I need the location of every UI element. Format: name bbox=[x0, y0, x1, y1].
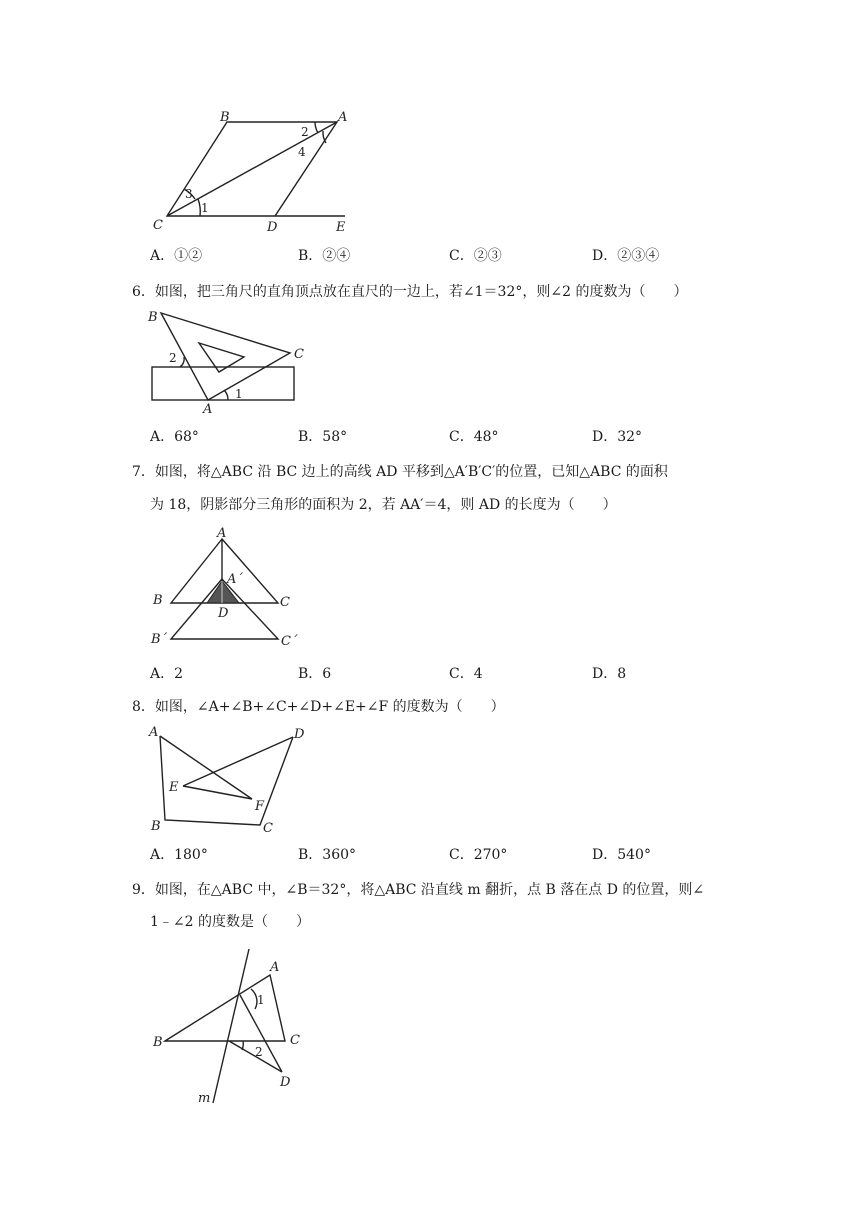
q8-option-c[interactable]: C．270° bbox=[449, 847, 508, 863]
q5-label-1: 1 bbox=[201, 201, 209, 215]
q8-line-de bbox=[183, 737, 293, 786]
q8-label-b: B bbox=[151, 819, 161, 834]
q7-label-d: D bbox=[218, 606, 229, 621]
q5-label-b: B bbox=[220, 110, 230, 125]
q6-option-a[interactable]: A．68° bbox=[150, 429, 199, 445]
q6-angle1-arc bbox=[224, 390, 228, 400]
q8-label-f: F bbox=[255, 799, 265, 814]
q6-option-c[interactable]: C．48° bbox=[449, 429, 499, 445]
q6-label-a: A bbox=[203, 402, 213, 417]
q7-label-a: A bbox=[217, 526, 227, 541]
q5-label-4: 4 bbox=[298, 145, 306, 159]
q9-label-m: m bbox=[198, 1091, 211, 1106]
q6-label-2: 2 bbox=[169, 351, 177, 365]
q7-label-b: B bbox=[153, 593, 163, 608]
q5-label-3: 3 bbox=[185, 187, 193, 201]
q7-figure bbox=[145, 525, 315, 655]
q7-stem-line1: 7．如图，将△ABC 沿 BC 边上的高线 AD 平移到△A′B′C′的位置，已知△ABC 的面积 bbox=[132, 464, 668, 480]
q8-label-d: D bbox=[294, 727, 305, 742]
q5-label-e: E bbox=[336, 220, 346, 235]
q6-stem: 6．如图，把三角尺的直角顶点放在直尺的一边上，若∠1＝32°，则∠2 的度数为（ ） bbox=[132, 284, 688, 300]
q6-label-b: B bbox=[148, 310, 158, 325]
q6-triangle-outer bbox=[161, 313, 290, 400]
q7-label-b2: B´ bbox=[151, 632, 168, 647]
q5-label-a: A bbox=[338, 110, 348, 125]
q6-angle2-arc bbox=[180, 357, 184, 367]
q7-label-c2: C´ bbox=[281, 634, 298, 649]
q5-diagonal-ca bbox=[167, 122, 337, 216]
q8-stem: 8．如图，∠A+∠B+∠C+∠D+∠E+∠F 的度数为（ ） bbox=[132, 699, 505, 715]
q9-label-d: D bbox=[280, 1075, 291, 1090]
q5-option-c[interactable]: C．②③ bbox=[449, 248, 502, 264]
q9-stem-line2: 1﹣∠2 的度数是（ ） bbox=[150, 914, 310, 930]
q7-option-d[interactable]: D．8 bbox=[592, 666, 627, 682]
q9-label-2: 2 bbox=[255, 1045, 263, 1059]
q5-option-d[interactable]: D．②③④ bbox=[592, 248, 660, 264]
q6-option-b[interactable]: B．58° bbox=[298, 429, 348, 445]
q5-label-2: 2 bbox=[301, 125, 309, 139]
q9-label-b: B bbox=[153, 1035, 163, 1050]
q9-label-a: A bbox=[270, 960, 280, 975]
q9-angle2-arc bbox=[242, 1041, 243, 1050]
q9-label-1: 1 bbox=[257, 993, 265, 1007]
q5-label-c: C bbox=[153, 218, 163, 233]
q5-label-d: D bbox=[267, 220, 278, 235]
q7-option-a[interactable]: A．2 bbox=[150, 666, 184, 682]
q7-label-c: C bbox=[280, 595, 290, 610]
q8-label-e: E bbox=[169, 780, 179, 795]
q6-label-1: 1 bbox=[235, 387, 243, 401]
q9-triangle-abc bbox=[165, 975, 285, 1041]
q5-option-b[interactable]: B．②④ bbox=[298, 248, 351, 264]
q7-option-b[interactable]: B．6 bbox=[298, 666, 332, 682]
q6-option-d[interactable]: D．32° bbox=[592, 429, 643, 445]
q9-stem-line1: 9．如图，在△ABC 中，∠B＝32°，将△ABC 沿直线 m 翻折，点 B 落在点 D 的位置，则∠ bbox=[132, 882, 705, 898]
q6-figure bbox=[140, 305, 320, 420]
q8-option-b[interactable]: B．360° bbox=[298, 847, 357, 863]
q9-fold-line-m bbox=[213, 949, 249, 1103]
q5-figure bbox=[140, 105, 370, 240]
q9-label-c: C bbox=[290, 1033, 300, 1048]
q8-figure bbox=[145, 722, 320, 840]
q5-option-a[interactable]: A．①② bbox=[150, 248, 203, 264]
q6-label-c: C bbox=[294, 347, 304, 362]
q8-label-a: A bbox=[149, 725, 159, 740]
q8-label-c: C bbox=[263, 821, 273, 836]
q8-option-d[interactable]: D．540° bbox=[592, 847, 651, 863]
q5-angle1-arc bbox=[198, 199, 200, 216]
q6-ruler bbox=[152, 367, 294, 400]
q8-option-a[interactable]: A．180° bbox=[150, 847, 208, 863]
q7-stem-line2: 为 18，阴影部分三角形的面积为 2，若 AA′＝4，则 AD 的长度为（ ） bbox=[150, 497, 617, 513]
q7-option-c[interactable]: C．4 bbox=[449, 666, 483, 682]
q9-figure bbox=[145, 945, 315, 1105]
q5-angle2-arc bbox=[315, 122, 318, 133]
q7-label-a2: A´ bbox=[227, 572, 243, 587]
q5-angle4-arc bbox=[323, 131, 326, 143]
